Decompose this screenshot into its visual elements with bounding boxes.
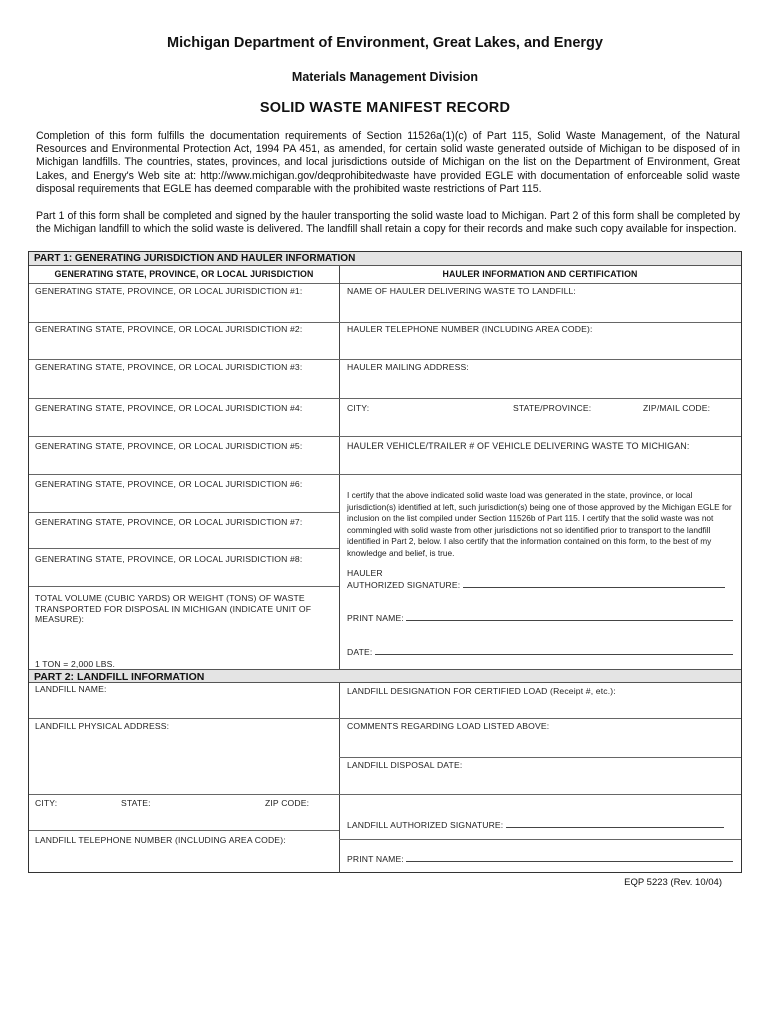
total-volume-field[interactable]: TOTAL VOLUME (CUBIC YARDS) OR WEIGHT (TONS) OF WASTE TRANSPORTED FOR DISPOSAL IN MICHIGAN (INDICATE UNIT OF MEASURE): (35, 593, 312, 624)
part1-heading: PART 1: GENERATING JURISDICTION AND HAULER INFORMATION (29, 252, 741, 266)
landfill-signature-line[interactable] (506, 819, 724, 828)
landfill-state-field[interactable]: STATE: (121, 798, 151, 808)
hauler-date-line[interactable] (375, 646, 733, 655)
left-column-header: GENERATING STATE, PROVINCE, OR LOCAL JURISDICTION (54, 269, 314, 279)
hauler-label: HAULER (347, 568, 383, 578)
hauler-print-name-label: PRINT NAME: (347, 613, 404, 623)
right-column-header: HAULER INFORMATION AND CERTIFICATION (442, 269, 638, 279)
landfill-address-field[interactable]: LANDFILL PHYSICAL ADDRESS: (35, 721, 170, 731)
load-comments-field[interactable]: COMMENTS REGARDING LOAD LISTED ABOVE: (347, 721, 550, 731)
hauler-print-name-line[interactable] (406, 612, 733, 621)
hauler-signature-line[interactable] (463, 579, 725, 588)
intro-paragraph-2: Part 1 of this form shall be completed and signed by the hauler transporting the solid waste load to Michigan. Part 2 of this form shall be completed by the Michigan landfill to which the solid waste is delivered. The landfill shall retain a copy for their records and make such copy available for inspection. (36, 210, 740, 236)
landfill-zip-field[interactable]: ZIP CODE: (265, 798, 310, 808)
jurisdiction-5-field[interactable]: GENERATING STATE, PROVINCE, OR LOCAL JURISDICTION #5: (35, 441, 303, 451)
jurisdiction-4-field[interactable]: GENERATING STATE, PROVINCE, OR LOCAL JURISDICTION #4: (35, 403, 303, 413)
intro-paragraph-1: Completion of this form fulfills the documentation requirements of Section 11526a(1)(c) of Part 115, Solid Waste Management, of the Natural Resources and Environmental Protection Act, 1994 PA 451, as amended, for certain solid waste generated outside of Michigan to be disposed of in Michigan landfills. The countries, states, provinces, and local jurisdictions outside of Michigan on the list on the Department of Environment, Great Lakes, and Energy's Web site at: http://www.michigan.gov/deqprohibitedwaste have provided EGLE with documentation of enforceable solid waste disposal requirements that EGLE has deemed comparable with the prohibited waste restrictions of Part 115. (36, 130, 740, 195)
hauler-state-field[interactable]: STATE/PROVINCE: (513, 403, 592, 413)
jurisdiction-8-field[interactable]: GENERATING STATE, PROVINCE, OR LOCAL JURISDICTION #8: (35, 554, 303, 564)
landfill-designation-field[interactable]: LANDFILL DESIGNATION FOR CERTIFIED LOAD (Receipt #, etc.): (347, 686, 616, 696)
hauler-date-row (347, 646, 733, 657)
manifest-form (28, 251, 742, 873)
ton-conversion-note: 1 TON = 2,000 LBS. (35, 659, 116, 669)
landfill-name-field[interactable]: LANDFILL NAME: (35, 684, 107, 694)
hauler-name-field[interactable]: NAME OF HAULER DELIVERING WASTE TO LANDFILL: (347, 286, 576, 296)
form-title: SOLID WASTE MANIFEST RECORD (259, 100, 511, 116)
hauler-date-label: DATE: (347, 647, 373, 657)
hauler-address-field[interactable]: HAULER MAILING ADDRESS: (347, 362, 469, 372)
hauler-certification-text: I certify that the above indicated solid waste load was generated in the state, province, or local jurisdiction(s) identified at left, such jurisdiction(s) being one of those approved by the Michigan EGLE for inclusion on the list compiled under Section 11526b of Part 115. I certify that the solid waste was not commingled with solid waste from other jurisdictions not so identified prior to transport to the landfill identified in Part 2, below. I also certify that the information contained on this form, to the best of my knowledge and belief, is true. (347, 490, 732, 558)
hauler-signature-row (347, 579, 725, 590)
landfill-print-name-label: PRINT NAME: (347, 854, 404, 864)
hauler-phone-field[interactable]: HAULER TELEPHONE NUMBER (INCLUDING AREA CODE): (347, 324, 593, 334)
landfill-phone-field[interactable]: LANDFILL TELEPHONE NUMBER (INCLUDING AREA CODE): (35, 835, 286, 845)
jurisdiction-6-field[interactable]: GENERATING STATE, PROVINCE, OR LOCAL JURISDICTION #6: (35, 479, 303, 489)
jurisdiction-7-field[interactable]: GENERATING STATE, PROVINCE, OR LOCAL JURISDICTION #7: (35, 517, 303, 527)
jurisdiction-2-field[interactable]: GENERATING STATE, PROVINCE, OR LOCAL JURISDICTION #2: (35, 324, 303, 334)
landfill-print-name-row (347, 853, 733, 864)
hauler-signature-label: AUTHORIZED SIGNATURE: (347, 580, 461, 590)
landfill-signature-label: LANDFILL AUTHORIZED SIGNATURE: (347, 820, 504, 830)
part2-heading: PART 2: LANDFILL INFORMATION (29, 669, 741, 683)
landfill-city-field[interactable]: CITY: (35, 798, 58, 808)
landfill-signature-row (347, 819, 724, 830)
jurisdiction-3-field[interactable]: GENERATING STATE, PROVINCE, OR LOCAL JURISDICTION #3: (35, 362, 303, 372)
landfill-print-name-line[interactable] (406, 853, 733, 862)
hauler-print-name-row (347, 612, 733, 623)
department-title: Michigan Department of Environment, Great Lakes, and Energy (167, 35, 603, 51)
hauler-city-field[interactable]: CITY: (347, 403, 370, 413)
form-id: EQP 5223 (Rev. 10/04) (624, 877, 722, 888)
jurisdiction-1-field[interactable]: GENERATING STATE, PROVINCE, OR LOCAL JURISDICTION #1: (35, 286, 303, 296)
division-title: Materials Management Division (291, 70, 479, 84)
hauler-zip-field[interactable]: ZIP/MAIL CODE: (643, 403, 711, 413)
hauler-vehicle-field[interactable]: HAULER VEHICLE/TRAILER # OF VEHICLE DELIVERING WASTE TO MICHIGAN: (347, 441, 690, 451)
disposal-date-field[interactable]: LANDFILL DISPOSAL DATE: (347, 760, 463, 770)
